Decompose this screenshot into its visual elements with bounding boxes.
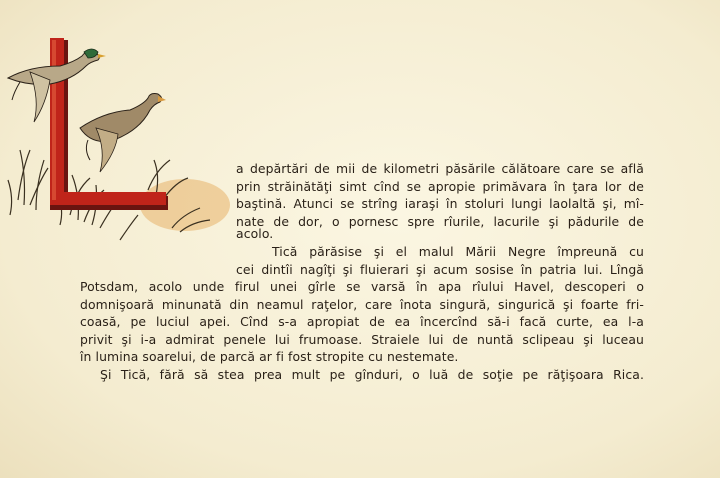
text-line: nate de dor, o pornesc spre rîurile, lacurile şi pădurile de xyxy=(236,213,644,229)
text-line: acolo. xyxy=(236,226,274,241)
text-line: Potsdam, acolo unde firul unei gîrle se varsă în apa rîului Havel, descoperi o xyxy=(80,279,644,294)
text-line: coasă, pe luciul apei. Cînd s-a apropiat de ea încercînd să-i facă curte, ea l-a xyxy=(80,314,644,329)
text-line: baştină. Atunci se strîng iaraşi în stoluri lungi laolaltă şi, mî- xyxy=(236,196,644,211)
text-line: cei dintîi nagîţi şi fluierari şi acum sosise în patria lui. Lîngă xyxy=(236,261,644,277)
text-line: privit şi i-a admirat penele lui frumoase. Straiele lui de nuntă sclipeau şi luceau xyxy=(80,331,644,347)
goose-icon xyxy=(80,94,166,173)
initial-illustration xyxy=(0,0,240,270)
text-line: Şi Tică, fără să stea prea mult pe gînduri, o luă de soţie pe răţişoara Rica. xyxy=(100,366,644,382)
text-line: prin străinătăţi simt cînd se apropie primăvara în ţara lor de xyxy=(236,178,644,194)
text-line: domnişoară minunată din neamul raţelor, care înota singură, singurică şi foarte fri- xyxy=(80,296,644,312)
text-line: a depărtări de mii de kilometri păsările călătoare care se află xyxy=(236,161,644,176)
text-line: Tică părăsise şi el malul Mării Negre împreună cu xyxy=(272,244,644,259)
text-line: în lumina soarelui, de parcă ar fi fost stropite cu nestemate. xyxy=(80,349,459,364)
